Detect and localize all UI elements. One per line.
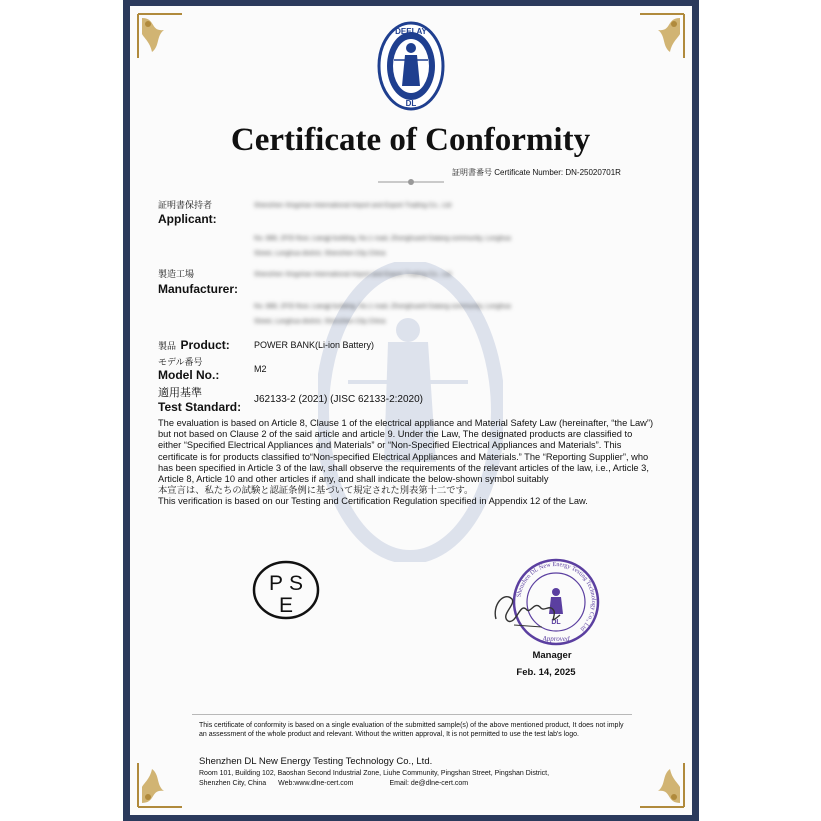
certificate-number: 証明書番号 Certificate Number: DN-25020701R — [452, 168, 621, 177]
issue-date: Feb. 14, 2025 — [516, 667, 576, 678]
logo-bottom-text: DL — [405, 99, 417, 108]
corner-ornament-top-left — [136, 12, 184, 60]
pse-letter-e: E — [278, 594, 294, 617]
corner-ornament-bottom-left — [136, 761, 184, 809]
product-label-row — [158, 336, 230, 354]
manufacturer-name: Shenzhen Xingshan International Import and Export Trading Co., Ltd — [254, 271, 452, 278]
manufacturer-address-line2: Street, Longhua district, Shenzhen City China — [254, 318, 386, 325]
manufacturer-label: Manufacturer: — [158, 282, 239, 296]
manufacturer-address-line1: No. 888, 2F/D floor, Liangji building, No.1 road, Zhonghuanli Dalang community, Longhua — [254, 303, 511, 310]
standard-label-jp: 適用基準 — [158, 387, 202, 399]
pse-letter-s: S — [288, 572, 304, 595]
footer-divider — [192, 714, 632, 715]
statement-paragraph-3: This verification is based on our Testing and Certification Regulation specified in Appendix 12 of the Law. — [158, 496, 588, 507]
applicant-label-jp: 証明書保持者 — [158, 200, 213, 210]
product-label-jp: 製品 — [158, 341, 177, 351]
pse-mark — [252, 560, 320, 620]
footer-email[interactable]: Email: de@dlne-cert.com — [389, 779, 469, 787]
stamp-approved-text: Approved — [542, 635, 570, 643]
model-label: Model No.: — [158, 368, 220, 382]
corner-ornament-bottom-right — [638, 761, 686, 809]
manufacturer-label-jp: 製造工場 — [158, 269, 195, 279]
applicant-name: Shenzhen Xingshan International Import and Export Trading Co., Ltd — [254, 202, 452, 209]
applicant-label: Applicant: — [158, 212, 217, 226]
footer-contact-row — [199, 779, 629, 789]
model-label-jp: モデル番号 — [158, 357, 203, 367]
statement-paragraph-1: The evaluation is based on Article 8, Clause 1 of the electrical appliance and Material Safety Law (hereinafter, “the Law”) but not based on Clause 2 of the said article and article 9. Under the Law, The designated products are classified to either “Specified Electrical Appliances and Materials” or “Non-Specified Electrical Appliances and Materials”. This certificate is for products classified to“Non-specified Electrical Appliances and Materials.” The “Reporting Supplier”, who has been specified in Article 3 of the law, shall observe the requirements of the relevant articles of the law, i.e., Article 3, Article 8, Article 10 and other articles if any, and shall indicate the below-shown symbol suitably — [158, 418, 654, 485]
statement-paragraph-2: 本宣言は、私たちの試験と認証条例に基づいて規定された別表第十二です。 — [158, 485, 474, 496]
stamp-ring-text: Shenzhen DL New Energy Testing Technology Co., Ltd — [515, 560, 598, 633]
applicant-address-line1: No. 888, 2F/D floor, Liangji building, No.1 road, Zhonghuanli Dalang community, Longhua — [254, 235, 511, 242]
signatory-title: Manager — [532, 650, 572, 661]
conformity-statement — [158, 418, 658, 508]
footer-city: Shenzhen City, China — [199, 779, 267, 787]
handwritten-signature — [490, 585, 570, 630]
deelay-logo — [376, 20, 446, 112]
standard-value: J62133-2 (2021) (JISC 62133-2:2020) — [254, 394, 423, 405]
pse-letter-p: P — [268, 572, 284, 595]
footer-address-block — [199, 769, 629, 788]
footer-disclaimer: This certificate of conformity is based on a single evaluation of the submitted sample(s) of the above mentioned product, It does not imply an assessment of the whole product and relevant. Without the written approval, It is not permitted to use the test lab's logo. — [199, 722, 624, 739]
product-label: Product: — [180, 338, 230, 352]
standard-label: Test Standard: — [158, 400, 242, 414]
title-divider-ornament — [378, 175, 444, 187]
footer-company: Shenzhen DL New Energy Testing Technology Co., Ltd. — [199, 756, 433, 767]
certificate-title: Certificate of Conformity — [230, 122, 591, 158]
applicant-address-line2: Street, Longhua district, Shenzhen City China — [254, 250, 386, 257]
product-value: POWER BANK(Li-ion Battery) — [254, 340, 375, 350]
model-value: M2 — [254, 364, 267, 374]
corner-ornament-top-right — [638, 12, 686, 60]
logo-top-text: DEELAY — [395, 27, 427, 36]
footer-website[interactable]: Web:www.dlne-cert.com — [278, 779, 354, 787]
footer-address: Room 101, Building 102, Baoshan Second Industrial Zone, Liuhe Community, Pingshan Street, Pingshan District, — [199, 770, 550, 777]
stamp-center-text: DL — [551, 619, 561, 626]
